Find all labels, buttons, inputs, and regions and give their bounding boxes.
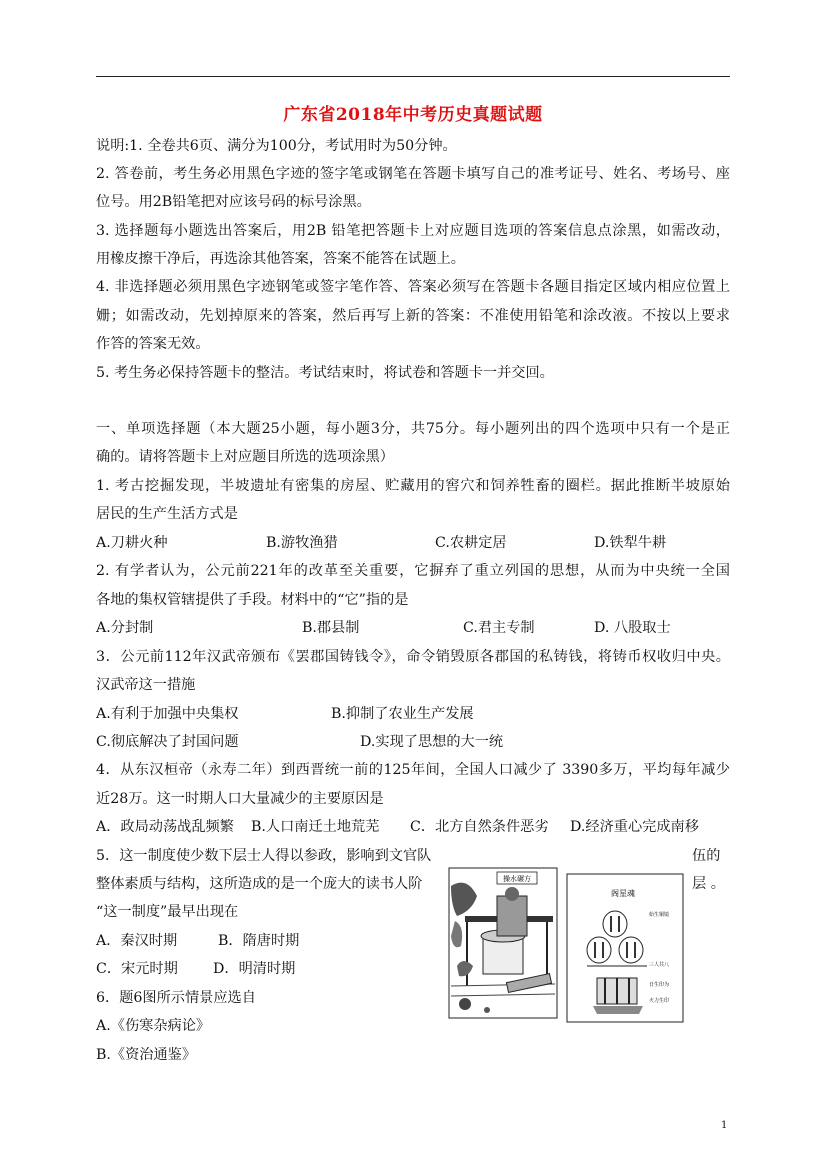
figure-note: 日生印为	[649, 982, 670, 988]
section-heading: 确的。请将答题卡上对应题目所选的选项涂黑）	[96, 449, 394, 465]
figure-right-title: 阁星魂	[611, 889, 635, 898]
question-1-stem: 1. 考古挖掘发现，半坡遗址有密集的房屋、贮藏用的窖穴和饲养牲畜的圈栏。据此推断半坡原始	[96, 478, 730, 494]
question-3-option-b: B.抑制了农业生产发展	[331, 706, 474, 722]
figure-left-label: 操水碾方	[503, 875, 531, 883]
question-4-option-a: A．政局动荡战乱频繁	[96, 819, 234, 835]
question-5-stem: “这一制度”最早出现在	[96, 904, 239, 920]
question-5-stem-wrap: 伍的	[692, 848, 721, 864]
question-6-figure	[447, 866, 687, 1024]
question-1-option-b: B.游牧渔猎	[266, 535, 338, 551]
question-5-option-d: D．明清时期	[213, 961, 296, 977]
question-3-stem: 3．公元前112年汉武帝颁布《罢郡国铸钱令》，命令销毁原各郡国的私铸钱，将铸币权收归中央。	[96, 649, 730, 665]
figure-left-panel	[449, 868, 557, 1018]
question-6-option-a: A.《伤寒杂病论》	[96, 1018, 211, 1034]
question-4-option-c: C．北方自然条件恶劣	[410, 819, 549, 835]
question-5-stem-wrap: 层 。	[692, 876, 725, 892]
question-6-stem: 6．题6图所示情景应选自	[96, 990, 256, 1006]
question-4-option-b: B.人口南迁土地荒芜	[251, 819, 380, 835]
question-5-stem: 5．这一制度使少数下层士人得以参政，影响到文官队	[96, 848, 432, 864]
question-2-option-a: A.分封制	[96, 620, 154, 636]
header-rule	[96, 76, 730, 77]
instruction-line: 位号。用2B铅笔把对应该号码的标号涂黑。	[96, 194, 371, 210]
instruction-line: 用橡皮擦干净后，再选涂其他答案，答案不能答在试题上。	[96, 251, 465, 267]
question-3-option-a: A.有利于加强中央集权	[96, 706, 239, 722]
question-5-option-c: C．宋元时期	[96, 961, 178, 977]
instruction-line: 4. 非选择题必须用黑色字迹钢笔或签字笔作答、答案必须写在答题卡各题目指定区域内相应位置上	[96, 279, 730, 295]
figure-note: 火力生印	[649, 998, 670, 1004]
instruction-line: 姗；如需改动，先划掉原来的答案，然后再写上新的答案：不准使用铅笔和涂改液。不按以上要求	[96, 308, 730, 324]
instruction-line: 5. 考生务必保持答题卡的整洁。考试结束时，将试卷和答题卡一并交回。	[96, 365, 554, 381]
figure-note: 始生铜镜	[649, 912, 670, 918]
question-4-stem: 近28万。这一时期人口大量减少的主要原因是	[96, 791, 384, 807]
question-2-stem: 各地的集权管辖提供了手段。材料中的“它”指的是	[96, 592, 409, 608]
instruction-line: 作答的答案无效。	[96, 336, 210, 352]
question-6-option-b: B.《资治通鉴》	[96, 1047, 197, 1063]
page-title: 广东省2018年中考历史真题试题	[283, 105, 543, 125]
question-2-stem: 2. 有学者认为，公元前221年的改革至关重要，它摒弃了重立列国的思想，从而为中央统一全国	[96, 563, 730, 579]
instruction-line: 3. 选择题每小题选出答案后，用2B 铅笔把答题卡上对应题目选项的答案信息点涂黑，如需改动，	[96, 223, 730, 239]
figure-note: 三人共八	[649, 962, 670, 968]
section-heading: 一、单项选择题（本大题25小题，每小题3分，共75分。每小题列出的四个选项中只有一个是正	[96, 421, 730, 437]
question-1-option-c: C.农耕定居	[435, 535, 507, 551]
question-4-stem: 4．从东汉桓帝（永寿二年）到西晋统一前的125年间，全国人口减少了 3390多万，平均每年减少	[96, 762, 730, 778]
question-5-option-b: B．隋唐时期	[218, 933, 300, 949]
page-number: 1	[721, 1120, 728, 1131]
question-5-stem: 整体素质与结构，这所造成的是一个庞大的读书人阶	[96, 876, 423, 892]
question-1-option-d: D.铁犁牛耕	[594, 535, 667, 551]
question-2-option-d: D. 八股取士	[594, 620, 671, 636]
question-3-option-c: C.彻底解决了封国问题	[96, 734, 239, 750]
instruction-line: 说明:1. 全卷共6页、满分为100分，考试用时为50分钟。	[96, 138, 457, 154]
figure-right-panel	[567, 874, 683, 1022]
question-1-option-a: A.刀耕火种	[96, 535, 168, 551]
question-1-stem: 居民的生产生活方式是	[96, 506, 238, 522]
question-3-option-d: D.实现了思想的大一统	[360, 734, 504, 750]
instruction-line: 2. 答卷前，考生务必用黑色字迹的签字笔或钢笔在答题卡填写自己的准考证号、姓名、考场号、座	[96, 166, 730, 182]
question-3-stem: 汉武帝这一措施	[96, 677, 196, 693]
question-5-option-a: A．秦汉时期	[96, 933, 178, 949]
question-2-option-c: C.君主专制	[463, 620, 535, 636]
question-4-option-d: D.经济重心完成南移	[570, 819, 699, 835]
question-2-option-b: B.郡县制	[302, 620, 360, 636]
